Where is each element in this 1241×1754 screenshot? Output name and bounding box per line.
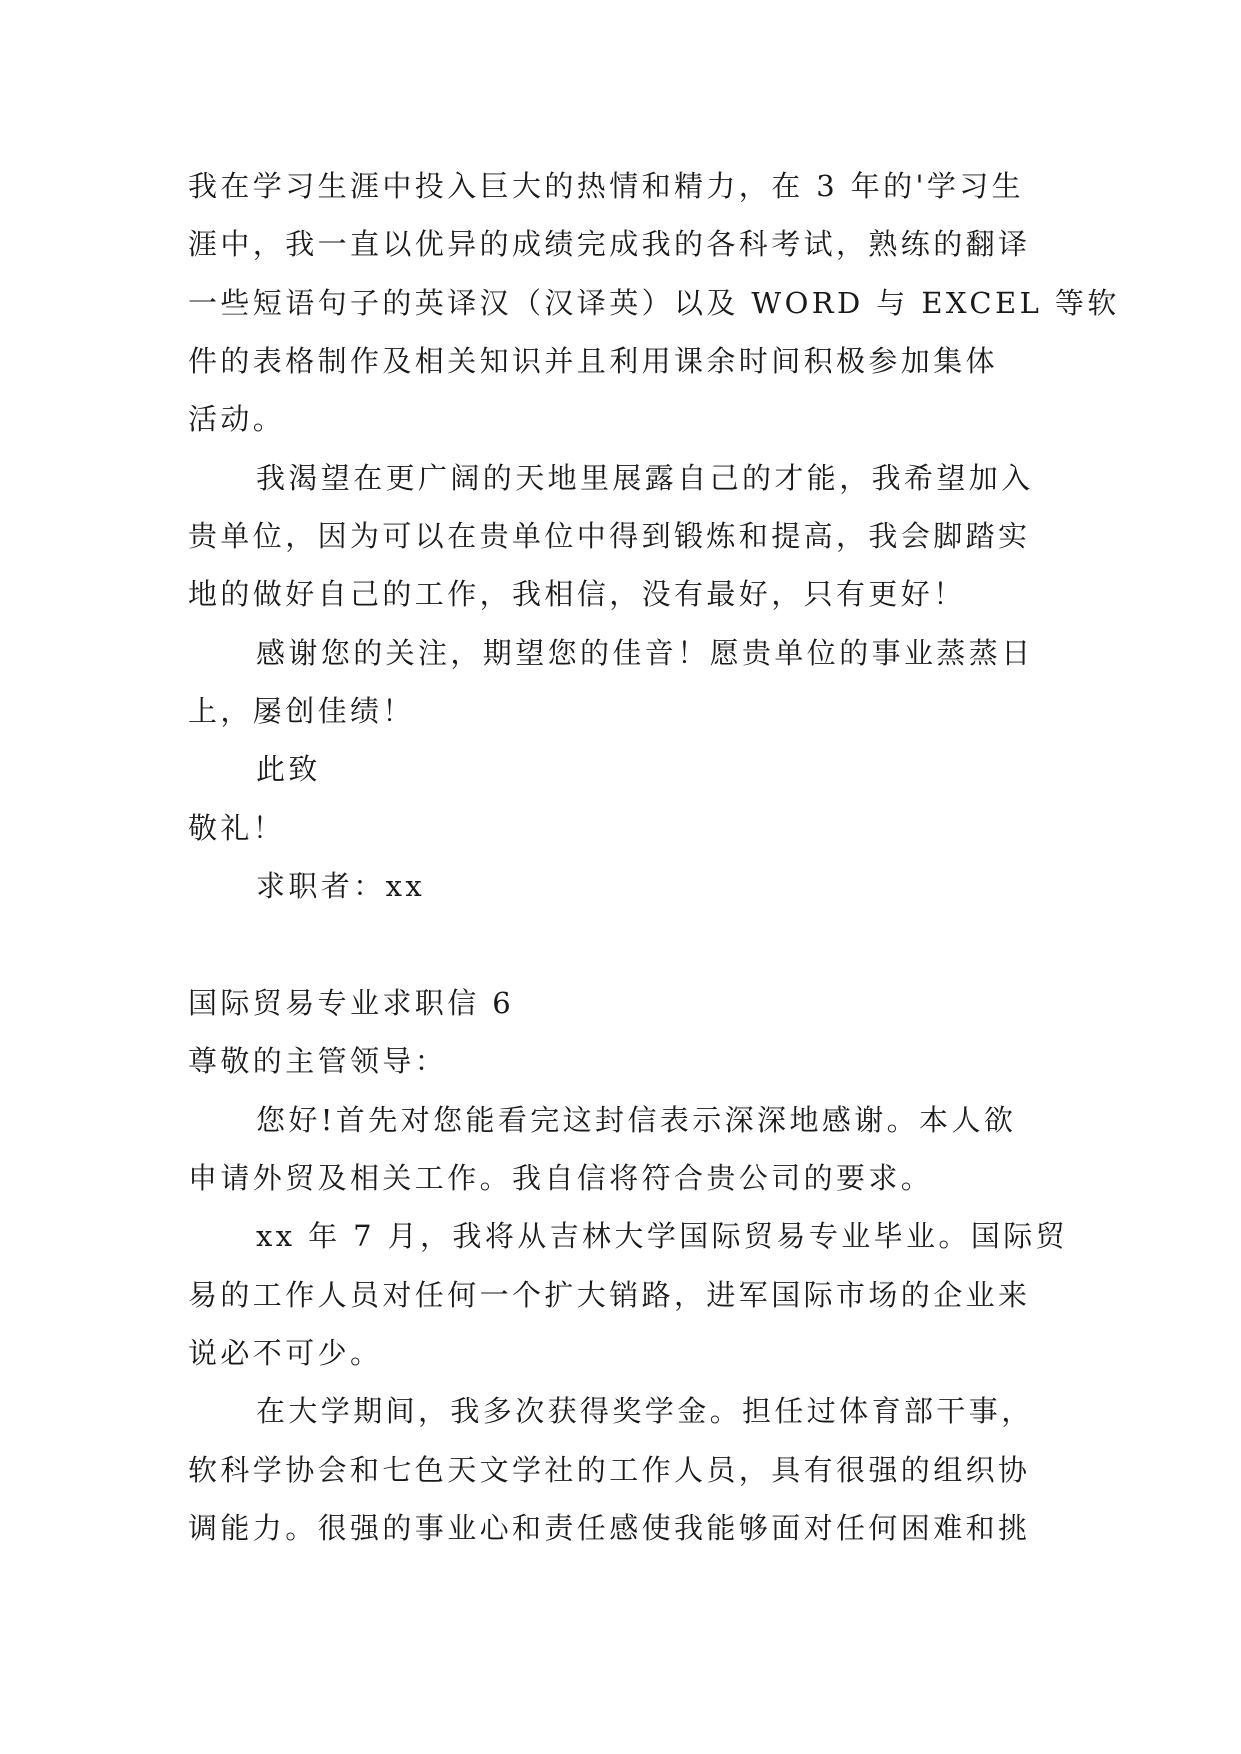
body-line: 件的表格制作及相关知识并且利用课余时间积极参加集体 [188,344,999,378]
body-line: 我在学习生涯中投入巨大的热情和精力，在 3 年的'学习生 [188,169,1025,203]
closing-regards: 敬礼！ [188,811,286,845]
body-line: 在大学期间，我多次获得奖学金。担任过体育部干事， [256,1394,1034,1428]
body-line: 地的做好自己的工作，我相信，没有最好，只有更好！ [188,577,966,611]
body-line: xx 年 7 月，我将从吉林大学国际贸易专业毕业。国际贸 [256,1219,1069,1253]
body-line: 我渴望在更广阔的天地里展露自己的才能，我希望加入 [256,461,1034,495]
body-line: 一些短语句子的英译汉（汉译英）以及 WORD 与 EXCEL 等软 [188,286,1120,320]
letter-greeting: 尊敬的主管领导： [188,1044,448,1078]
body-line: 活动。 [188,402,286,436]
body-line: 调能力。很强的事业心和责任感使我能够面对任何困难和挑 [188,1511,1031,1545]
body-line: 涯中，我一直以优异的成绩完成我的各科考试，熟练的翻译 [188,227,1031,261]
body-line: 上，屡创佳绩！ [188,694,415,728]
body-line: 感谢您的关注，期望您的佳音！愿贵单位的事业蒸蒸日 [256,636,1034,670]
body-line: 贵单位，因为可以在贵单位中得到锻炼和提高，我会脚踏实 [188,519,1031,553]
body-line: 您好!首先对您能看完这封信表示深深地感谢。本人欲 [256,1103,1017,1137]
body-line: 易的工作人员对任何一个扩大销路，进军国际市场的企业来 [188,1278,1031,1312]
closing-salutation: 此致 [256,752,321,786]
body-line: 软科学协会和七色天文学社的工作人员，具有很强的组织协 [188,1453,1031,1487]
body-line: 申请外贸及相关工作。我自信将符合贵公司的要求。 [188,1161,934,1195]
body-line: 说必不可少。 [188,1336,383,1370]
section-title: 国际贸易专业求职信 6 [188,986,515,1020]
signature-line: 求职者：xx [256,869,426,903]
